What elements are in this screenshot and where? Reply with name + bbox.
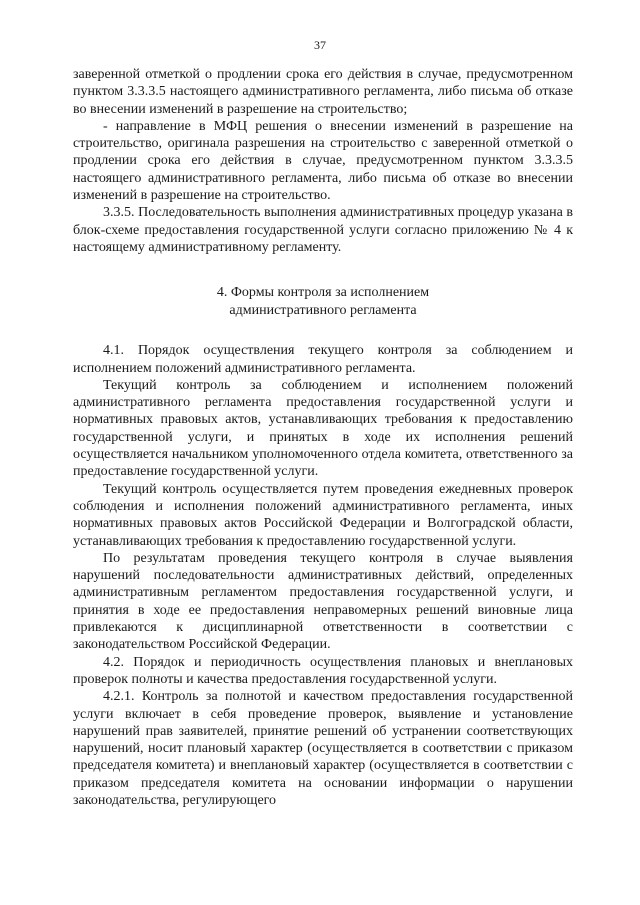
page-number: 37 bbox=[314, 38, 326, 52]
paragraph-p4: 4.1. Порядок осуществления текущего контроля за соблюдением и исполнением положений административного регламента. bbox=[73, 343, 573, 376]
paragraph-p5: Текущий контроль за соблюдением и исполнением положений административного регламента предоставления государственной услуги и нормативных правовых актов, устанавливающих требования к предоставлению государственной услуги, и принятых в ходе их исполнения решений осуществляется начальником уполномоченного отдела комитета, ответственного за предоставление государственной услуги. bbox=[73, 377, 573, 480]
section-heading bbox=[73, 284, 573, 320]
text-block-top bbox=[73, 66, 573, 256]
paragraph-p6: Текущий контроль осуществляется путем проведения ежедневных проверок соблюдения и исполнения положений административного регламента, иных нормативных правовых актов Российской Федерации и Волгоградской области, устанавливающих требования к предоставлению государственной услуги. bbox=[73, 481, 573, 549]
section-heading-line-1: 4. Формы контроля за исполнением bbox=[216, 285, 430, 301]
paragraph-p3: 3.3.5. Последовательность выполнения административных процедур указана в блок-схеме предоставления государственной услуги согласно приложению № 4 к настоящему административному регламенту. bbox=[73, 205, 573, 255]
paragraph-p7: По результатам проведения текущего контроля в случае выявления нарушений последовательности административных действий, определенных административным регламентом предоставления государственной услуги, и принятия в ходе ее предоставления неправомерных решений виновные лица привлекаются к дисциплинарной ответственности в соответствии с законодательством Российской Федерации. bbox=[73, 550, 573, 653]
paragraph-p9: 4.2.1. Контроль за полнотой и качеством предоставления государственной услуги включает в себя проведение проверок, выявление и установление нарушений прав заявителей, принятие решений об устранении соответствующих нарушений, носит плановый характер (осуществляется в соответствии с приказом председателя комитета) и внеплановый характер (осуществляется в соответствии с приказом председателя комитета на основании информации о нарушении законодательства, регулирующего bbox=[73, 689, 573, 808]
document-body bbox=[73, 66, 573, 809]
text-block-bottom bbox=[73, 342, 573, 809]
paragraph-p1: заверенной отметкой о продлении срока его действия в случае, предусмотренном пунктом 3.3.3.5 настоящего административного регламента, либо письма об отказе во внесении изменений в разрешение на строительство; bbox=[73, 67, 573, 117]
section-heading-line-2: административного регламента bbox=[229, 303, 417, 319]
paragraph-p8: 4.2. Порядок и периодичность осуществления плановых и внеплановых проверок полноты и качества предоставления государственной услуги. bbox=[73, 654, 573, 687]
paragraph-p2: - направление в МФЦ решения о внесении изменений в разрешение на строительство, оригинала разрешения на строительство с заверенной отметкой о продлении срока его действия в случае, предусмотренном пунктом 3.3.3.5 настоящего административного регламента, либо письма об отказе во внесении изменений в разрешение на строительство. bbox=[73, 118, 573, 204]
